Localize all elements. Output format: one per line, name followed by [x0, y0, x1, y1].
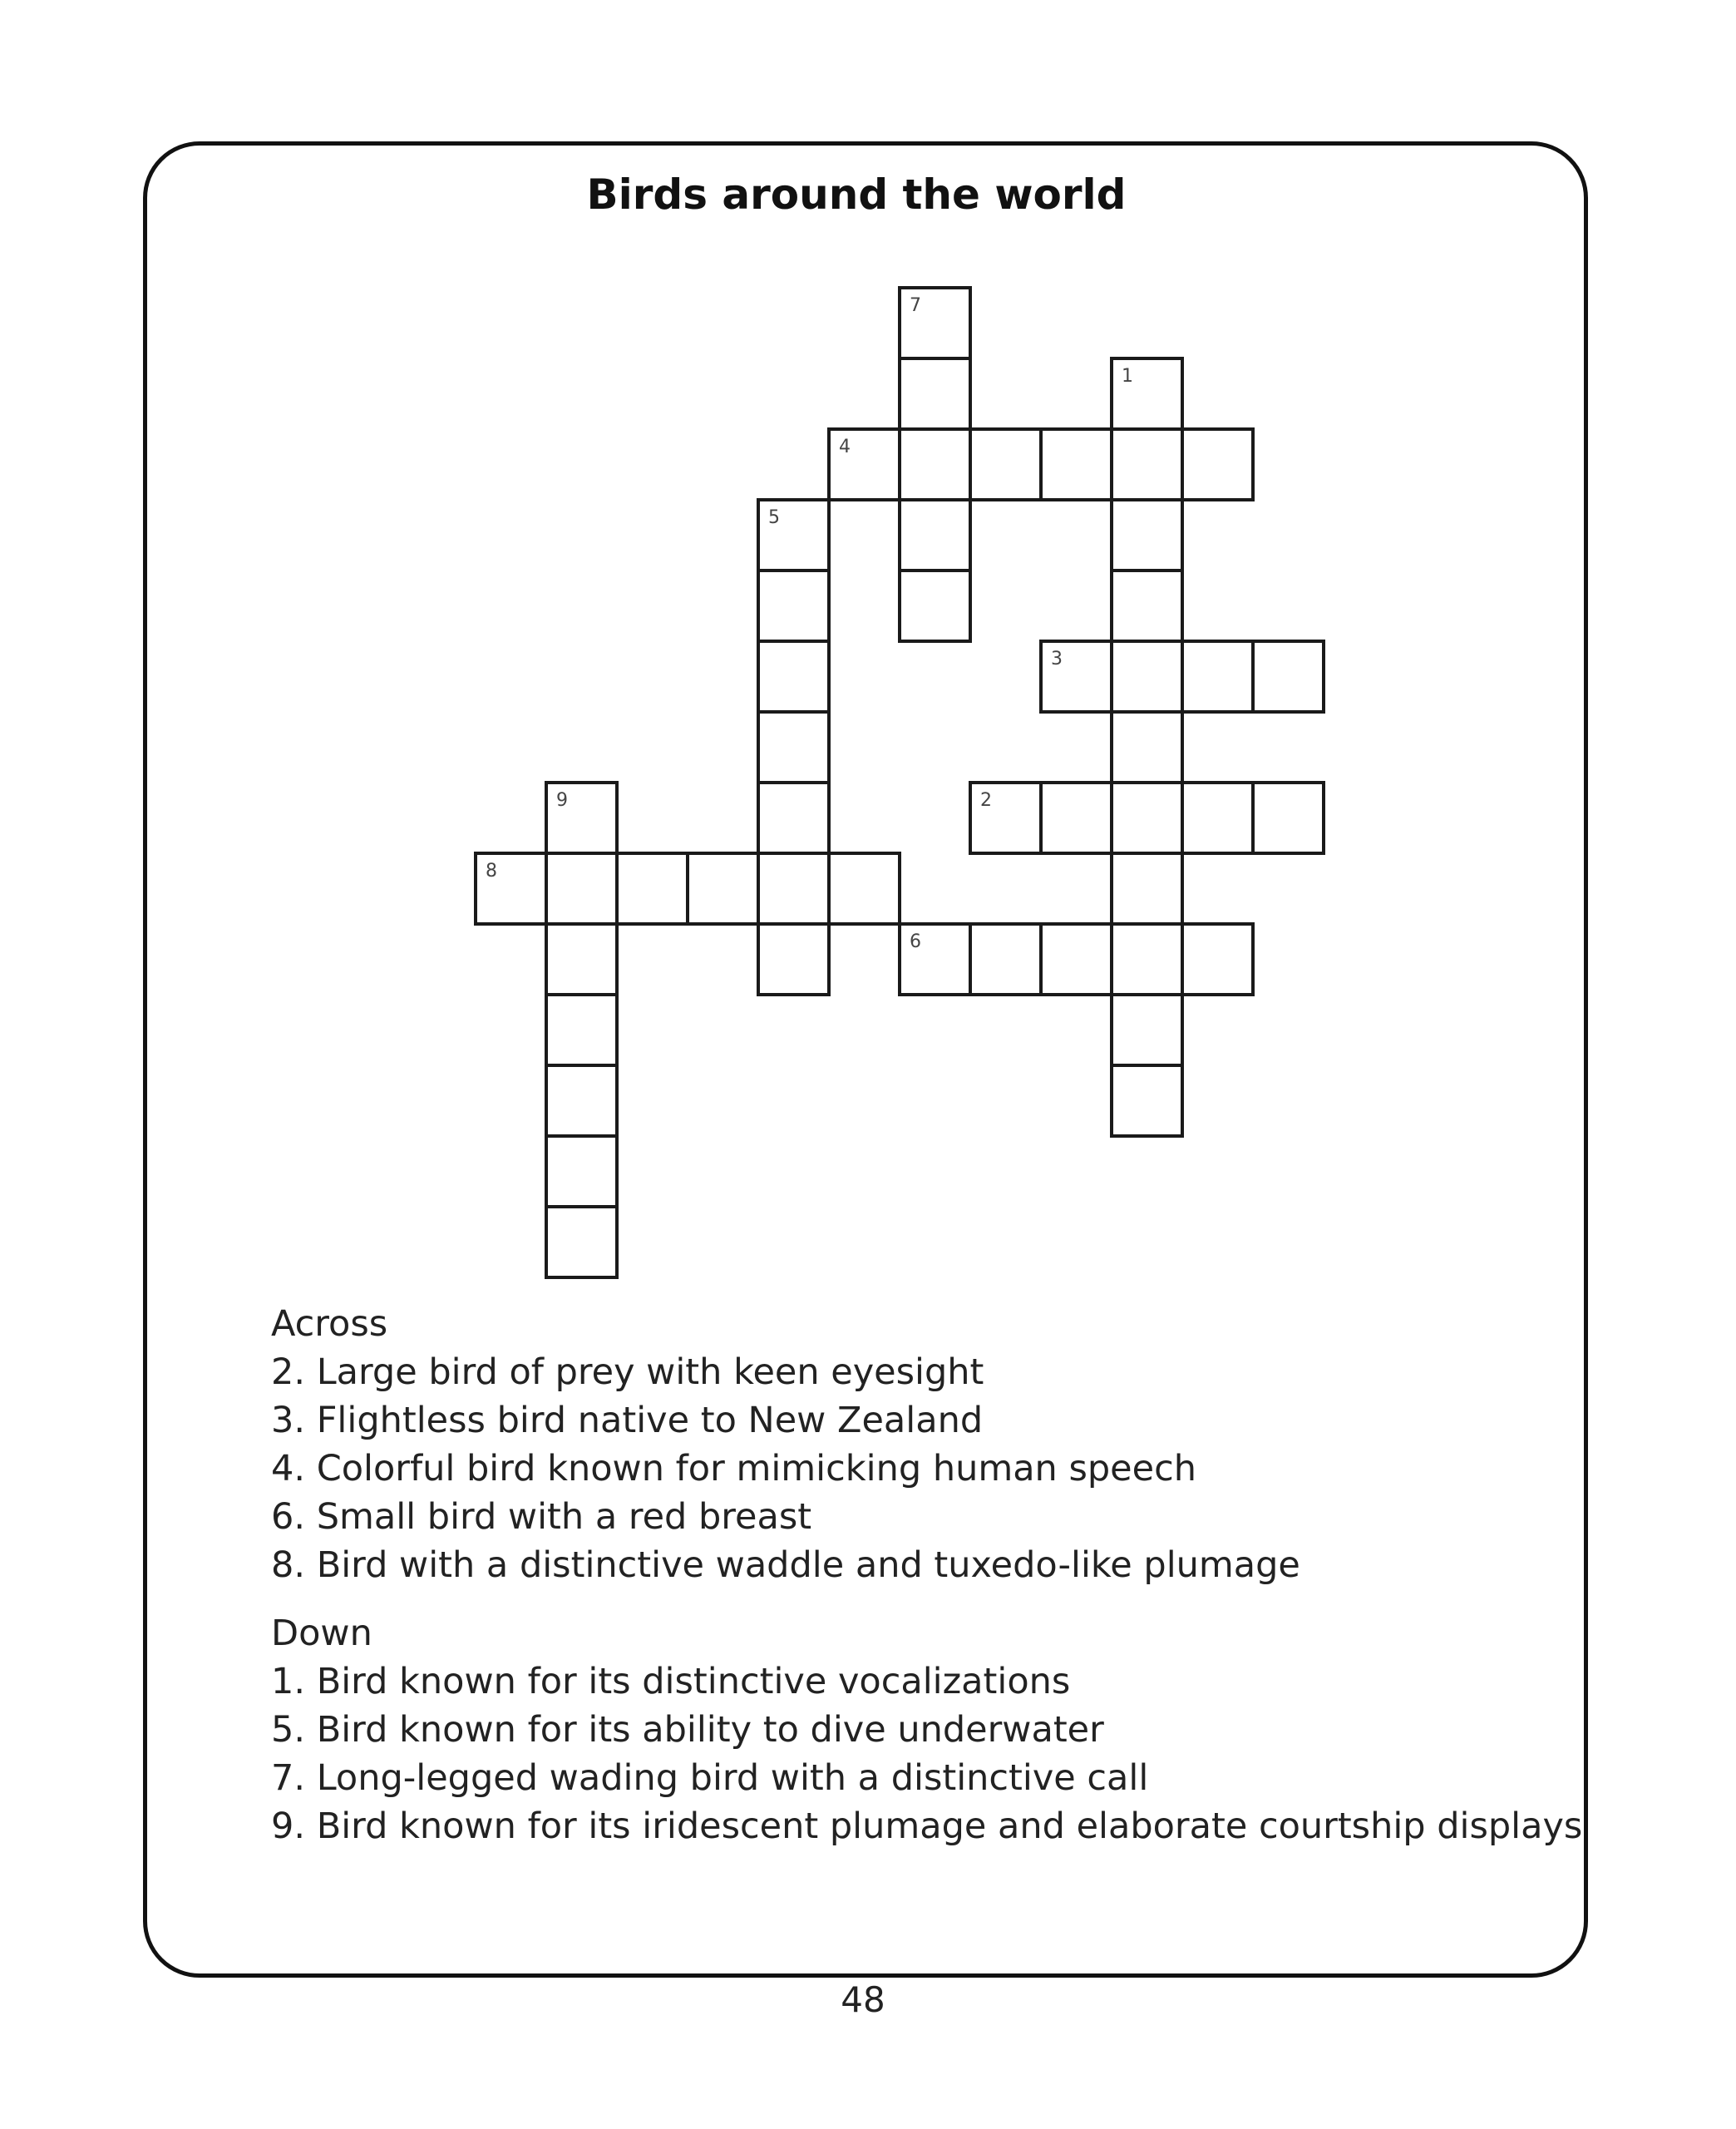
across-heading: Across [271, 1303, 388, 1345]
crossword-cell[interactable] [758, 712, 829, 783]
crossword-cell[interactable] [1112, 429, 1182, 500]
crossword-cell[interactable] [970, 429, 1041, 500]
crossword-cell[interactable] [1112, 641, 1182, 712]
across-clues [271, 1300, 1601, 1589]
clues-section [271, 1300, 1601, 1850]
clue-number-label: 6 [910, 931, 921, 952]
crossword-cell[interactable] [1182, 924, 1253, 995]
crossword-cell[interactable] [1112, 995, 1182, 1065]
crossword-cell[interactable] [900, 500, 970, 571]
down-clue: 1. Bird known for its distinctive vocalizations [271, 1661, 1071, 1702]
crossword-cell[interactable] [1112, 783, 1182, 853]
crossword-cell[interactable] [758, 641, 829, 712]
clue-number-label: 4 [839, 437, 851, 457]
crossword-cell[interactable] [688, 853, 758, 924]
crossword-cell[interactable] [1112, 500, 1182, 571]
crossword-cell[interactable] [546, 1065, 617, 1136]
clue-number-label: 3 [1051, 649, 1063, 669]
crossword-cell[interactable] [758, 853, 829, 924]
crossword-cell[interactable] [1041, 924, 1112, 995]
across-clue: 2. Large bird of prey with keen eyesight [271, 1351, 984, 1393]
crossword-cell[interactable] [546, 1207, 617, 1277]
down-clue: 7. Long-legged wading bird with a distinctive call [271, 1757, 1149, 1799]
crossword-cell[interactable] [546, 924, 617, 995]
crossword-cell[interactable] [1112, 924, 1182, 995]
crossword-cell[interactable] [1253, 783, 1324, 853]
crossword-cell[interactable] [829, 853, 900, 924]
clue-number-label: 2 [980, 790, 992, 811]
crossword-cell[interactable] [900, 358, 970, 429]
crossword-cell[interactable] [900, 571, 970, 641]
down-clues [271, 1609, 1601, 1850]
clue-number-label: 7 [910, 295, 921, 316]
crossword-cell[interactable] [970, 924, 1041, 995]
crossword-cell[interactable] [1041, 429, 1112, 500]
across-clue: 3. Flightless bird native to New Zealand [271, 1400, 984, 1441]
crossword-cell[interactable] [1182, 429, 1253, 500]
crossword-cell[interactable] [1182, 641, 1253, 712]
clue-number-label: 9 [556, 790, 568, 811]
crossword-cell[interactable] [546, 995, 617, 1065]
page-title: Birds around the world [586, 170, 1127, 219]
across-clue: 8. Bird with a distinctive waddle and tuxedo-like plumage [271, 1544, 1300, 1586]
crossword-cell[interactable] [1112, 1065, 1182, 1136]
clue-number-label: 1 [1122, 366, 1133, 387]
down-clue: 9. Bird known for its iridescent plumage and elaborate courtship displays [271, 1805, 1583, 1847]
crossword-cell[interactable] [617, 853, 688, 924]
crossword-cell[interactable] [900, 429, 970, 500]
crossword-cell[interactable] [758, 571, 829, 641]
crossword-cell[interactable] [1112, 712, 1182, 783]
crossword-cell[interactable] [1182, 783, 1253, 853]
crossword-cell[interactable] [1112, 853, 1182, 924]
crossword-cell[interactable] [546, 1136, 617, 1207]
crossword-cell[interactable] [1112, 571, 1182, 641]
crossword-cell[interactable] [546, 853, 617, 924]
crossword-cell[interactable] [1041, 783, 1112, 853]
clue-number-label: 8 [486, 861, 497, 882]
page-number: 48 [841, 1979, 885, 2020]
down-heading: Down [271, 1613, 372, 1654]
across-clue: 4. Colorful bird known for mimicking human speech [271, 1448, 1196, 1489]
crossword-cell[interactable] [758, 924, 829, 995]
crossword-cell[interactable] [758, 783, 829, 853]
across-clue: 6. Small bird with a red breast [271, 1496, 812, 1538]
clue-number-label: 5 [768, 507, 780, 528]
down-clue: 5. Bird known for its ability to dive underwater [271, 1709, 1104, 1751]
crossword-cell[interactable] [1253, 641, 1324, 712]
